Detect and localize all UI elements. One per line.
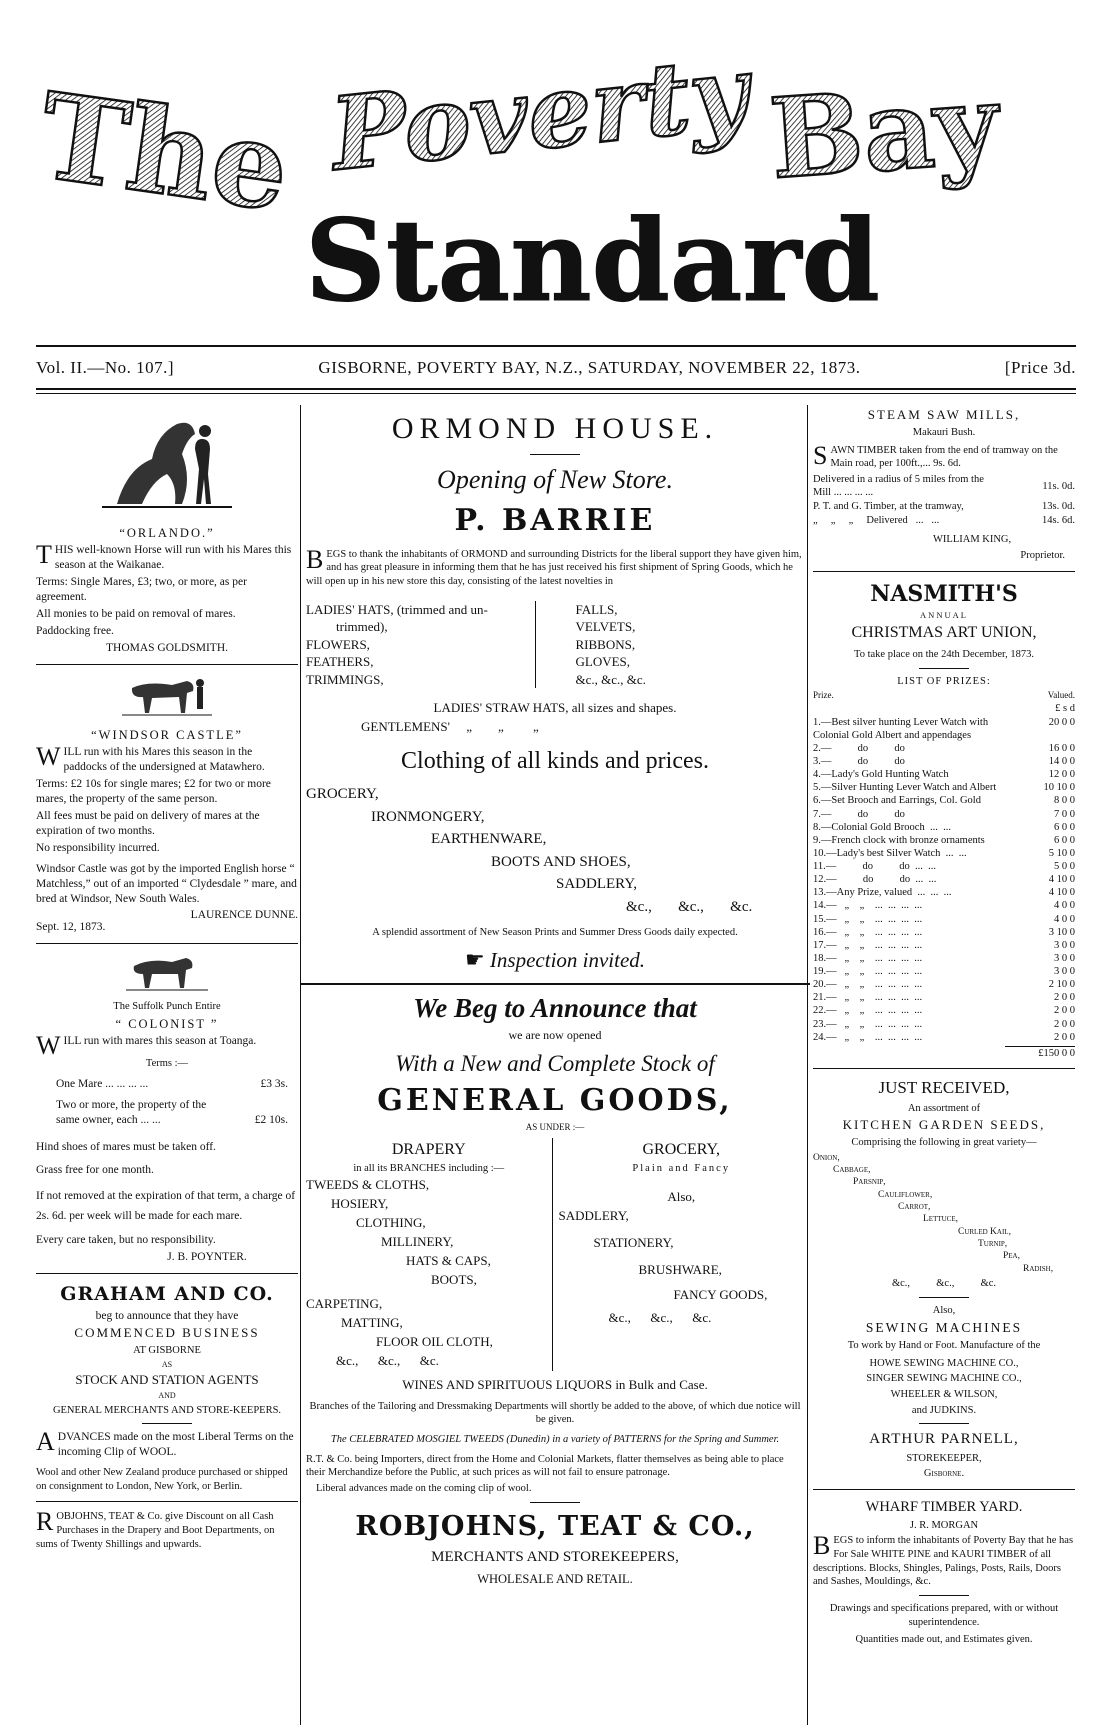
- volume-number: Vol. II.—No. 107.]: [36, 358, 175, 377]
- robjohns-general-goods: GENERAL GOODS,: [377, 1083, 733, 1119]
- graham-wool: Wool and other New Zealand produce purchased or shipped on consignment to London, New York, or Berlin.: [36, 1467, 288, 1492]
- prize-value: 10 10 0: [1043, 782, 1075, 794]
- ormond-left-list: [306, 601, 535, 689]
- parnell-sub: An assortment of: [907, 1102, 981, 1114]
- prize-description: 18.— „ „ ... ... ... ...: [813, 952, 923, 964]
- prize-value: 2 0 0: [1054, 1005, 1075, 1017]
- prize-value: 8 0 0: [1054, 795, 1075, 807]
- orlando-terms: Terms: Single Mares, £3; two, or more, as per agreement.: [36, 576, 247, 604]
- prize-description: 20.— „ „ ... ... ... ...: [813, 979, 923, 991]
- vegetable-item: Parsnip,: [853, 1177, 886, 1188]
- parnell-town: Gisborne.: [923, 1468, 965, 1480]
- ormond-right-item: VELVETS,: [575, 619, 636, 635]
- vegetable-item: Onion,: [813, 1152, 840, 1163]
- prize-value: 4 0 0: [1054, 900, 1075, 912]
- colonist-drop-cap: W: [36, 1031, 61, 1061]
- ormond-left-item: trimmed),: [336, 619, 388, 635]
- prize-value: 4 10 0: [1048, 887, 1075, 899]
- ormond-left-item: FEATHERS,: [306, 654, 374, 670]
- prize-value: 3 0 0: [1054, 952, 1075, 964]
- prize-value: 5 10 0: [1048, 847, 1075, 859]
- prize-description: 7.— do do: [813, 808, 905, 820]
- prize-row: [813, 873, 1075, 886]
- ormond-left-item: TRIMMINGS,: [306, 671, 384, 687]
- prize-row: [813, 952, 1075, 965]
- ormond-assortment: A splendid assortment of New Season Prints and Summer Dress Goods daily expected.: [372, 927, 738, 939]
- orlando-body: HIS well-known Horse will run with his Mares this season at the Waikanae.: [54, 544, 292, 572]
- ormond-left-item: LADIES' HATS, (trimmed and un-: [306, 601, 488, 617]
- robjohns-announce: We Beg to Announce that: [413, 992, 697, 1023]
- prize-row: [813, 768, 1075, 781]
- drapery-item: BOOTS,: [431, 1271, 477, 1287]
- robjohns-opened: we are now opened: [508, 1027, 602, 1042]
- drapery-item: MATTING,: [341, 1315, 403, 1331]
- ormond-drop-cap: B: [306, 544, 324, 574]
- vegetable-item: Lettuce,: [923, 1214, 959, 1225]
- prize-value: 16 0 0: [1048, 742, 1075, 754]
- robjohns-wholesale: WHOLESALE AND RETAIL.: [477, 1572, 633, 1587]
- orlando-fees: All monies to be paid on removal of mares.: [36, 608, 236, 620]
- dateline: [36, 358, 1076, 378]
- vegetable-item: Cauliflower,: [878, 1189, 933, 1200]
- masthead: [0, 0, 1114, 345]
- nasmith-list: LIST OF PRIZES:: [897, 675, 991, 687]
- ormond-barrie: P. BARRIE: [454, 502, 656, 538]
- prize-value: 2 10 0: [1048, 979, 1075, 991]
- wharf-quantities: Quantities made out, and Estimates given.: [855, 1634, 1033, 1646]
- prize-row: [813, 781, 1075, 794]
- parnell-comprising: Comprising the following in great variety—: [851, 1137, 1037, 1149]
- parnell-title: JUST RECEIVED,: [878, 1078, 1010, 1098]
- windsor-terms: Terms: £2 10s for single mares; £2 for two or more mares, the property of the same person.: [36, 777, 271, 805]
- saw-sign: WILLIAM KING,: [933, 534, 1012, 546]
- prize-value: 7 0 0: [1054, 808, 1075, 820]
- parnell-etc: &c., &c., &c.: [891, 1278, 997, 1290]
- saw-sign2: Proprietor.: [1020, 550, 1065, 562]
- prize-description: 11.— do do ... ...: [813, 861, 936, 873]
- drapery-sub: in all its BRANCHES including :—: [353, 1163, 505, 1175]
- parnell-name: ARTHUR PARNELL,: [869, 1431, 1019, 1448]
- cascade-item: GROCERY,: [306, 786, 379, 803]
- cascade-item: BOOTS AND SHOES,: [491, 853, 631, 870]
- ormond-clothing: Clothing of all kinds and prices.: [401, 748, 709, 775]
- colonist-one-mare-price: £3 3s.: [260, 1077, 288, 1090]
- prize-row: [813, 913, 1075, 926]
- prize-row: [813, 965, 1075, 978]
- prize-row: [813, 886, 1075, 899]
- ormond-right-list: [535, 601, 805, 689]
- grocery-also: Also,: [667, 1189, 696, 1205]
- orlando-paddock: Paddocking free.: [36, 624, 114, 637]
- graham-advances-drop-cap: A: [36, 1427, 55, 1457]
- prize-value: 2 0 0: [1054, 992, 1075, 1004]
- ormond-gents: GENTLEMENS' „ „ „: [361, 719, 539, 735]
- prize-row: [813, 716, 1075, 742]
- saw-line3-price: 13s. 0d.: [1042, 501, 1075, 513]
- robjohns-under: AS UNDER :—: [525, 1122, 585, 1133]
- masthead-the: The: [31, 65, 298, 239]
- prize-description: 19.— „ „ ... ... ... ...: [813, 966, 923, 978]
- masthead-poverty: Poverty: [325, 32, 754, 194]
- colonist-terms-label: Terms :—: [145, 1058, 189, 1070]
- prize-value: 3 0 0: [1054, 966, 1075, 978]
- prize-value: 4 10 0: [1048, 874, 1075, 886]
- graham-stock: STOCK AND STATION AGENTS: [75, 1372, 259, 1388]
- prize-row: [813, 939, 1075, 952]
- cascade-item: &c., &c., &c.: [626, 898, 753, 915]
- price: [Price 3d.: [1004, 358, 1076, 377]
- nasmith-union: CHRISTMAS ART UNION,: [851, 624, 1037, 642]
- graham-at: AT GISBORNE: [133, 1345, 201, 1357]
- prize-description: 5.—Silver Hunting Lever Watch and Albert: [813, 782, 997, 794]
- robjohns-importers: R.T. & Co. being Importers, direct from the Home and Colonial Markets, flatter themselves as being able to place their Merchandize before the Public, at such prices as will not fail to ensure patronage.: [306, 1453, 784, 1479]
- prize-row: [813, 899, 1075, 912]
- windsor-pedigree: Windsor Castle was got by the imported English horse “ Matchless,” out of an imported “ Clydesdale ” mare, and bred at Windsor, New South Wales.: [36, 862, 297, 905]
- robjohns-stock: With a New and Complete Stock of: [395, 1051, 715, 1077]
- prize-value: 5 0 0: [1054, 861, 1075, 873]
- prize-row: [813, 860, 1075, 873]
- prize-description: 24.— „ „ ... ... ... ...: [813, 1031, 923, 1043]
- colonist-title: “ COLONIST ”: [115, 1017, 219, 1032]
- saw-line2-price: 11s. 0d.: [1042, 480, 1075, 492]
- ormond-title: ORMOND HOUSE.: [391, 412, 719, 445]
- drapery-item: CARPETING,: [306, 1296, 383, 1312]
- prize-description: 1.—Best silver hunting Lever Watch with Colonial Gold Albert and appendages: [813, 716, 991, 741]
- colonist-intro: The Suffolk Punch Entire: [113, 1001, 221, 1013]
- grocery-item: &c., &c., &c.: [608, 1309, 712, 1325]
- prize-value: 6 0 0: [1054, 834, 1075, 846]
- windsor-fees: All fees must be paid on delivery of mares at the expiration of two months.: [36, 809, 260, 837]
- robjohns-name: ROBJOHNS, TEAT & CO.,: [355, 1510, 755, 1542]
- colonist-grass: Grass free for one month.: [36, 1163, 154, 1176]
- saw-line4: „ „ „ Delivered ... ...: [813, 514, 940, 526]
- ormond-right-item: GLOVES,: [575, 654, 631, 670]
- graham-advances: DVANCES made on the most Liberal Terms on the incoming Clip of WOOL.: [57, 1431, 294, 1459]
- windsor-resp: No responsibility incurred.: [36, 841, 160, 854]
- colonist-two-more-price: £2 10s.: [254, 1113, 288, 1126]
- parnell-role: STOREKEEPER,: [906, 1452, 982, 1464]
- cascade-item: EARTHENWARE,: [431, 831, 547, 848]
- orlando-title: “ORLANDO.”: [119, 526, 215, 540]
- saw-title: STEAM SAW MILLS,: [867, 407, 1021, 422]
- prize-description: 17.— „ „ ... ... ... ...: [813, 939, 923, 951]
- grocery-list: [552, 1138, 805, 1371]
- drapery-list: [306, 1138, 552, 1371]
- graham-beg: beg to announce that they have: [95, 1309, 239, 1322]
- prize-value: 20 0 0: [1048, 716, 1075, 728]
- saw-line1-price: 9s. 6d.: [933, 458, 961, 470]
- column-right: [813, 405, 1075, 1649]
- parnell-singer: SINGER SEWING MACHINE CO.,: [866, 1373, 1022, 1385]
- drapery-item: CLOTHING,: [356, 1215, 426, 1231]
- prize-value: 2 0 0: [1054, 1031, 1075, 1043]
- saw-drop-cap: S: [813, 440, 828, 470]
- saw-line1: AWN TIMBER taken from the end of tramway on the Main road, per 100ft.,...: [830, 444, 1058, 470]
- prize-description: 6.—Set Brooch and Earrings, Col. Gold: [813, 795, 981, 807]
- vegetable-item: Cabbage,: [833, 1165, 871, 1176]
- nasmith-annual: ANNUAL: [920, 610, 968, 621]
- prize-description: 13.—Any Prize, valued ... ... ...: [813, 887, 952, 899]
- masthead-standard: Standard: [305, 196, 880, 327]
- prize-description: 23.— „ „ ... ... ... ...: [813, 1018, 923, 1030]
- parnell-also: Also,: [932, 1304, 956, 1316]
- vegetable-item: Curled Kail,: [958, 1226, 1011, 1237]
- drapery-title: DRAPERY: [391, 1140, 466, 1158]
- colonist-hind: Hind shoes of mares must be taken off.: [36, 1140, 216, 1153]
- grocery-item: STATIONERY,: [593, 1235, 674, 1251]
- drapery-item: FLOOR OIL CLOTH,: [376, 1334, 493, 1350]
- vegetable-item: Radish,: [1023, 1263, 1054, 1274]
- prize-row: [813, 821, 1075, 834]
- graham-general: GENERAL MERCHANTS AND STORE-KEEPERS.: [52, 1404, 282, 1416]
- prize-value: 3 10 0: [1048, 926, 1075, 938]
- prize-description: 10.—Lady's best Silver Watch ... ...: [813, 847, 967, 859]
- colonist-not-removed: If not removed at the expiration of that term, a charge of 2s. 6d. per week will be made for each mare.: [36, 1189, 296, 1223]
- prize-row: [813, 1031, 1075, 1044]
- wharf-title: WHARF TIMBER YARD.: [865, 1498, 1023, 1515]
- prize-description: 21.— „ „ ... ... ... ...: [813, 992, 923, 1004]
- drapery-item: HATS & CAPS,: [406, 1252, 491, 1268]
- prize-row: [813, 926, 1075, 939]
- ormond-left-item: FLOWERS,: [306, 636, 370, 652]
- grocery-item: BRUSHWARE,: [638, 1261, 722, 1277]
- robjohns-wines: WINES AND SPIRITUOUS LIQUORS in Bulk and Case.: [402, 1376, 708, 1392]
- wharf-body: EGS to inform the inhabitants of Poverty Bay that he has For Sale WHITE PINE and KAURI TIMBER of all descriptions. Blocks, Shingles, Palings, Posts, Rails, Doors and Sashes, Mouldings, &c.: [813, 1535, 1074, 1588]
- graham-title: GRAHAM AND CO.: [60, 1282, 274, 1305]
- orlando-sign: THOMAS GOLDSMITH.: [105, 641, 229, 654]
- prize-description: 9.—French clock with bronze ornaments: [813, 834, 985, 846]
- nasmith-title: NASMITH'S: [870, 580, 1018, 607]
- prize-row: [813, 834, 1075, 847]
- graham-as: AS: [161, 1360, 173, 1369]
- graham-commenced: COMMENCED BUSINESS: [74, 1325, 260, 1341]
- suffolk-punch-illustration: [122, 952, 212, 996]
- nasmith-place: To take place on the 24th December, 1873.: [854, 649, 1034, 661]
- prize-description: 8.—Colonial Gold Brooch ... ...: [813, 821, 951, 833]
- grocery-sub: Plain and Fancy: [632, 1163, 731, 1175]
- column-center: [306, 405, 804, 1589]
- prize-row: [813, 755, 1075, 768]
- nasmith-valued-header: Valued.: [1047, 690, 1075, 701]
- prize-description: 15.— „ „ ... ... ... ...: [813, 913, 923, 925]
- ormond-body: EGS to thank the inhabitants of ORMOND and surrounding Districts for the liberal support they have given him, and has great pleasure in informing them that he has just received his first shipment of Spring Goods, which he will open up in his new store this day, consisting of the latest novelties in: [306, 548, 802, 588]
- windsor-drop-cap: W: [36, 742, 61, 772]
- prize-row: [813, 808, 1075, 821]
- prize-value: 2 0 0: [1054, 1018, 1075, 1030]
- ormond-right-item: RIBBONS,: [575, 636, 636, 652]
- drapery-item: MILLINERY,: [381, 1233, 454, 1249]
- robjohns-branches: Branches of the Tailoring and Dressmaking Departments will shortly be added to the above, of which due notice will be given.: [309, 1400, 801, 1426]
- cascade-item: IRONMONGERY,: [371, 808, 485, 825]
- robjohns-discount-drop-cap: R: [36, 1507, 54, 1537]
- vegetable-item: Turnip,: [978, 1239, 1008, 1250]
- prize-value: 14 0 0: [1048, 756, 1075, 768]
- ormond-straw: LADIES' STRAW HATS, all sizes and shapes.: [433, 700, 677, 716]
- grocery-item: SADDLERY,: [558, 1208, 629, 1224]
- prize-description: 14.— „ „ ... ... ... ...: [813, 900, 923, 912]
- prize-description: 22.— „ „ ... ... ... ...: [813, 1005, 923, 1017]
- orlando-drop-cap: T: [36, 540, 52, 570]
- saw-line3: P. T. and G. Timber, at the tramway,: [813, 501, 964, 513]
- saw-line4-price: 14s. 6d.: [1042, 514, 1075, 526]
- masthead-bay: Bay: [765, 58, 1003, 204]
- wharf-name: J. R. MORGAN: [909, 1519, 979, 1531]
- wharf-drop-cap: B: [813, 1531, 831, 1561]
- prize-value: 12 0 0: [1048, 769, 1075, 781]
- robjohns-discount: OBJOHNS, TEAT & Co. give Discount on all Cash Purchases in the Drapery and Boot Departments, on sums of Twenty Shillings and upwards.: [36, 1511, 275, 1550]
- vegetable-item: Carrot,: [898, 1202, 931, 1213]
- prize-value: 4 0 0: [1054, 913, 1075, 925]
- windsor-date: Sept. 12, 1873.: [36, 921, 106, 934]
- robjohns-liberal: Liberal advances made on the coming clip of wool.: [316, 1482, 532, 1494]
- prize-row: [813, 978, 1075, 991]
- masthead-title-art: [0, 0, 1114, 345]
- prize-row: [813, 991, 1075, 1004]
- prize-value: 3 0 0: [1054, 939, 1075, 951]
- draught-horse-illustration: [117, 673, 217, 723]
- horse-rearing-illustration: [97, 409, 237, 519]
- colonist-sign: J. B. POYNTER.: [167, 1250, 247, 1263]
- ormond-cascade: [306, 783, 804, 918]
- prize-value: 6 0 0: [1054, 821, 1075, 833]
- colonist-two-more: Two or more, the property of the same owner, each ... ...: [56, 1098, 207, 1126]
- pointing-hand-icon: ☛: [464, 947, 485, 973]
- prize-description: 4.—Lady's Gold Hunting Watch: [813, 769, 949, 781]
- ormond-right-item: &c., &c., &c.: [575, 671, 646, 687]
- place-and-date: GISBORNE, POVERTY BAY, N.Z., SATURDAY, NOVEMBER 22, 1873.: [318, 358, 861, 377]
- drapery-item: HOSIERY,: [331, 1196, 389, 1212]
- prize-description: 12.— do do ... ...: [813, 874, 937, 886]
- cascade-item: SADDLERY,: [556, 876, 637, 893]
- colonist-care: Every care taken, but no responsibility.: [36, 1233, 216, 1246]
- prize-row: [813, 847, 1075, 860]
- prize-row: [813, 742, 1075, 755]
- graham-and: AND: [158, 1391, 176, 1401]
- vegetable-item: Pea,: [1003, 1251, 1020, 1262]
- ormond-right-item: FALLS,: [575, 601, 618, 617]
- parnell-work: To work by Hand or Foot. Manufacture of the: [847, 1340, 1041, 1351]
- wharf-drawings: Drawings and specifications prepared, with or without superintendence.: [829, 1603, 1059, 1628]
- column-left: [36, 405, 298, 1553]
- prize-description: 2.— do do: [813, 742, 905, 754]
- prize-row: [813, 794, 1075, 807]
- colonist-one-mare: One Mare ... ... ... ...: [56, 1077, 149, 1090]
- prize-description: 16.— „ „ ... ... ... ...: [813, 926, 923, 938]
- drapery-item: TWEEDS & CLOTHS,: [306, 1177, 430, 1193]
- drapery-item: &c., &c., &c.: [336, 1352, 439, 1368]
- prize-row: [813, 1004, 1075, 1017]
- prize-description: 3.— do do: [813, 756, 905, 768]
- windsor-sign: LAURENCE DUNNE.: [190, 909, 298, 922]
- ormond-inspection: Inspection invited.: [489, 948, 646, 973]
- ormond-opening: Opening of New Store.: [437, 465, 673, 494]
- parnell-vegetables: [813, 1152, 1075, 1275]
- saw-line2: Delivered in a radius of 5 miles from the Mill ... ... ... ...: [813, 473, 984, 499]
- parnell-wheeler: WHEELER & WILSON,: [890, 1388, 998, 1400]
- parnell-sewing: SEWING MACHINES: [865, 1320, 1023, 1336]
- grocery-item: FANCY GOODS,: [673, 1286, 768, 1302]
- nasmith-prize-header: Prize.: [813, 690, 834, 701]
- saw-sub: Makauri Bush.: [912, 426, 976, 438]
- grocery-title: GROCERY,: [642, 1140, 720, 1158]
- nasmith-lsd: £ s d: [1055, 703, 1075, 715]
- parnell-seeds: KITCHEN GARDEN SEEDS,: [842, 1117, 1046, 1133]
- windsor-title: “WINDSOR CASTLE”: [91, 727, 243, 742]
- robjohns-mosgiel: The CELEBRATED MOSGIEL TWEEDS (Dunedin) in a variety of PATTERNS for the Spring and Summer.: [330, 1433, 780, 1445]
- nasmith-prize-table: [813, 716, 1075, 1044]
- prize-row: [813, 1018, 1075, 1031]
- colonist-body: ILL run with mares this season at Toanga.: [63, 1035, 257, 1048]
- nasmith-total: £150 0 0: [1038, 1047, 1075, 1059]
- parnell-judkins: and JUDKINS.: [911, 1404, 977, 1416]
- robjohns-merchants: MERCHANTS AND STOREKEEPERS,: [431, 1548, 679, 1565]
- parnell-howe: HOWE SEWING MACHINE CO.,: [869, 1357, 1019, 1369]
- windsor-body: ILL run with his Mares this season in the paddocks of the undersigned at Matawhero.: [63, 746, 265, 773]
